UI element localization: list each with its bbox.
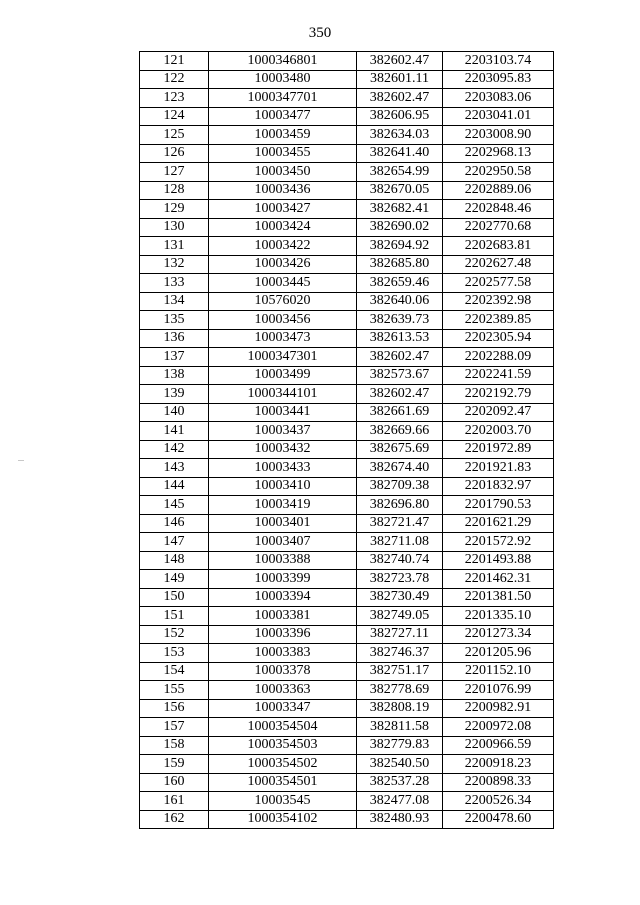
table-row (140, 459, 554, 478)
point-id-cell: 10003422 (209, 237, 357, 256)
y-coordinate-cell: 2202392.98 (443, 292, 554, 311)
y-coordinate-cell: 2201152.10 (443, 662, 554, 681)
point-id-cell: 10003456 (209, 311, 357, 330)
point-number-cell: 135 (140, 311, 209, 330)
point-number-cell: 137 (140, 348, 209, 367)
point-number-cell: 154 (140, 662, 209, 681)
y-coordinate-cell: 2201572.92 (443, 533, 554, 552)
point-id-cell: 10003381 (209, 607, 357, 626)
y-coordinate-cell: 2203095.83 (443, 70, 554, 89)
table-row (140, 477, 554, 496)
point-id-cell: 10003347 (209, 699, 357, 718)
point-number-cell: 141 (140, 422, 209, 441)
point-id-cell: 10576020 (209, 292, 357, 311)
point-id-cell: 10003396 (209, 625, 357, 644)
y-coordinate-cell: 2200982.91 (443, 699, 554, 718)
y-coordinate-cell: 2201273.34 (443, 625, 554, 644)
y-coordinate-cell: 2200972.08 (443, 718, 554, 737)
x-coordinate-cell: 382602.47 (357, 348, 443, 367)
point-number-cell: 145 (140, 496, 209, 515)
table-row (140, 607, 554, 626)
x-coordinate-cell: 382661.69 (357, 403, 443, 422)
y-coordinate-cell: 2202092.47 (443, 403, 554, 422)
coordinates-table-container (139, 51, 554, 829)
table-row (140, 681, 554, 700)
point-id-cell: 10003383 (209, 644, 357, 663)
x-coordinate-cell: 382749.05 (357, 607, 443, 626)
y-coordinate-cell: 2202950.58 (443, 163, 554, 182)
table-row (140, 126, 554, 145)
x-coordinate-cell: 382601.11 (357, 70, 443, 89)
x-coordinate-cell: 382730.49 (357, 588, 443, 607)
table-row (140, 551, 554, 570)
point-id-cell: 10003545 (209, 792, 357, 811)
point-number-cell: 153 (140, 644, 209, 663)
table-row (140, 348, 554, 367)
x-coordinate-cell: 382751.17 (357, 662, 443, 681)
y-coordinate-cell: 2201381.50 (443, 588, 554, 607)
point-number-cell: 157 (140, 718, 209, 737)
y-coordinate-cell: 2203041.01 (443, 107, 554, 126)
table-row (140, 514, 554, 533)
y-coordinate-cell: 2201972.89 (443, 440, 554, 459)
y-coordinate-cell: 2200966.59 (443, 736, 554, 755)
point-number-cell: 143 (140, 459, 209, 478)
point-id-cell: 10003445 (209, 274, 357, 293)
x-coordinate-cell: 382639.73 (357, 311, 443, 330)
point-id-cell: 10003419 (209, 496, 357, 515)
table-row (140, 699, 554, 718)
y-coordinate-cell: 2201493.88 (443, 551, 554, 570)
x-coordinate-cell: 382709.38 (357, 477, 443, 496)
point-id-cell: 10003433 (209, 459, 357, 478)
x-coordinate-cell: 382682.41 (357, 200, 443, 219)
point-id-cell: 10003426 (209, 255, 357, 274)
table-row (140, 163, 554, 182)
point-number-cell: 156 (140, 699, 209, 718)
point-id-cell: 10003378 (209, 662, 357, 681)
y-coordinate-cell: 2201205.96 (443, 644, 554, 663)
point-number-cell: 129 (140, 200, 209, 219)
table-row (140, 255, 554, 274)
x-coordinate-cell: 382711.08 (357, 533, 443, 552)
x-coordinate-cell: 382674.40 (357, 459, 443, 478)
point-number-cell: 121 (140, 52, 209, 71)
y-coordinate-cell: 2201335.10 (443, 607, 554, 626)
x-coordinate-cell: 382602.47 (357, 89, 443, 108)
x-coordinate-cell: 382659.46 (357, 274, 443, 293)
point-number-cell: 146 (140, 514, 209, 533)
x-coordinate-cell: 382634.03 (357, 126, 443, 145)
y-coordinate-cell: 2202305.94 (443, 329, 554, 348)
point-number-cell: 139 (140, 385, 209, 404)
point-number-cell: 142 (140, 440, 209, 459)
y-coordinate-cell: 2202683.81 (443, 237, 554, 256)
table-row (140, 755, 554, 774)
x-coordinate-cell: 382811.58 (357, 718, 443, 737)
y-coordinate-cell: 2203083.06 (443, 89, 554, 108)
x-coordinate-cell: 382685.80 (357, 255, 443, 274)
y-coordinate-cell: 2201921.83 (443, 459, 554, 478)
x-coordinate-cell: 382640.06 (357, 292, 443, 311)
point-id-cell: 10003401 (209, 514, 357, 533)
table-row (140, 662, 554, 681)
margin-mark (18, 460, 24, 461)
point-number-cell: 144 (140, 477, 209, 496)
x-coordinate-cell: 382727.11 (357, 625, 443, 644)
x-coordinate-cell: 382740.74 (357, 551, 443, 570)
y-coordinate-cell: 2202288.09 (443, 348, 554, 367)
point-id-cell: 10003437 (209, 422, 357, 441)
point-id-cell: 1000347701 (209, 89, 357, 108)
point-id-cell: 10003441 (209, 403, 357, 422)
x-coordinate-cell: 382670.05 (357, 181, 443, 200)
table-row (140, 570, 554, 589)
point-id-cell: 1000354503 (209, 736, 357, 755)
point-number-cell: 147 (140, 533, 209, 552)
point-number-cell: 152 (140, 625, 209, 644)
point-id-cell: 1000354102 (209, 810, 357, 829)
point-number-cell: 127 (140, 163, 209, 182)
point-number-cell: 161 (140, 792, 209, 811)
x-coordinate-cell: 382613.53 (357, 329, 443, 348)
table-row (140, 403, 554, 422)
table-row (140, 773, 554, 792)
table-row (140, 385, 554, 404)
coordinates-table (139, 51, 554, 829)
point-id-cell: 10003410 (209, 477, 357, 496)
point-id-cell: 1000354504 (209, 718, 357, 737)
y-coordinate-cell: 2202389.85 (443, 311, 554, 330)
x-coordinate-cell: 382669.66 (357, 422, 443, 441)
x-coordinate-cell: 382694.92 (357, 237, 443, 256)
y-coordinate-cell: 2203008.90 (443, 126, 554, 145)
point-number-cell: 155 (140, 681, 209, 700)
point-id-cell: 10003399 (209, 570, 357, 589)
point-number-cell: 148 (140, 551, 209, 570)
point-id-cell: 10003394 (209, 588, 357, 607)
point-id-cell: 10003432 (209, 440, 357, 459)
point-id-cell: 1000347301 (209, 348, 357, 367)
point-id-cell: 10003427 (209, 200, 357, 219)
point-id-cell: 10003388 (209, 551, 357, 570)
x-coordinate-cell: 382537.28 (357, 773, 443, 792)
point-id-cell: 10003424 (209, 218, 357, 237)
point-id-cell: 10003480 (209, 70, 357, 89)
point-number-cell: 128 (140, 181, 209, 200)
point-id-cell: 10003436 (209, 181, 357, 200)
x-coordinate-cell: 382540.50 (357, 755, 443, 774)
y-coordinate-cell: 2201076.99 (443, 681, 554, 700)
x-coordinate-cell: 382746.37 (357, 644, 443, 663)
y-coordinate-cell: 2200478.60 (443, 810, 554, 829)
y-coordinate-cell: 2202848.46 (443, 200, 554, 219)
point-id-cell: 10003499 (209, 366, 357, 385)
table-row (140, 736, 554, 755)
table-row (140, 440, 554, 459)
table-row (140, 329, 554, 348)
point-id-cell: 10003407 (209, 533, 357, 552)
x-coordinate-cell: 382808.19 (357, 699, 443, 718)
point-number-cell: 138 (140, 366, 209, 385)
point-number-cell: 162 (140, 810, 209, 829)
point-number-cell: 158 (140, 736, 209, 755)
table-row (140, 237, 554, 256)
y-coordinate-cell: 2201832.97 (443, 477, 554, 496)
table-row (140, 89, 554, 108)
table-row (140, 311, 554, 330)
point-number-cell: 130 (140, 218, 209, 237)
x-coordinate-cell: 382573.67 (357, 366, 443, 385)
y-coordinate-cell: 2202770.68 (443, 218, 554, 237)
point-number-cell: 125 (140, 126, 209, 145)
point-number-cell: 160 (140, 773, 209, 792)
page-number: 350 (308, 25, 332, 41)
y-coordinate-cell: 2202968.13 (443, 144, 554, 163)
point-number-cell: 133 (140, 274, 209, 293)
table-row (140, 810, 554, 829)
x-coordinate-cell: 382480.93 (357, 810, 443, 829)
point-number-cell: 131 (140, 237, 209, 256)
x-coordinate-cell: 382602.47 (357, 385, 443, 404)
x-coordinate-cell: 382723.78 (357, 570, 443, 589)
table-row (140, 366, 554, 385)
table-row (140, 625, 554, 644)
table-row (140, 792, 554, 811)
point-id-cell: 1000354501 (209, 773, 357, 792)
point-number-cell: 151 (140, 607, 209, 626)
y-coordinate-cell: 2202577.58 (443, 274, 554, 293)
point-id-cell: 10003473 (209, 329, 357, 348)
point-id-cell: 10003459 (209, 126, 357, 145)
x-coordinate-cell: 382721.47 (357, 514, 443, 533)
x-coordinate-cell: 382602.47 (357, 52, 443, 71)
x-coordinate-cell: 382675.69 (357, 440, 443, 459)
x-coordinate-cell: 382477.08 (357, 792, 443, 811)
y-coordinate-cell: 2203103.74 (443, 52, 554, 71)
table-row (140, 274, 554, 293)
table-row (140, 644, 554, 663)
x-coordinate-cell: 382778.69 (357, 681, 443, 700)
y-coordinate-cell: 2200898.33 (443, 773, 554, 792)
table-body (140, 52, 554, 829)
table-row (140, 496, 554, 515)
point-number-cell: 134 (140, 292, 209, 311)
y-coordinate-cell: 2201621.29 (443, 514, 554, 533)
y-coordinate-cell: 2200918.23 (443, 755, 554, 774)
point-number-cell: 159 (140, 755, 209, 774)
x-coordinate-cell: 382696.80 (357, 496, 443, 515)
y-coordinate-cell: 2200526.34 (443, 792, 554, 811)
y-coordinate-cell: 2202889.06 (443, 181, 554, 200)
point-number-cell: 149 (140, 570, 209, 589)
point-id-cell: 10003363 (209, 681, 357, 700)
table-row (140, 588, 554, 607)
table-row (140, 533, 554, 552)
point-number-cell: 136 (140, 329, 209, 348)
point-id-cell: 1000346801 (209, 52, 357, 71)
x-coordinate-cell: 382690.02 (357, 218, 443, 237)
point-number-cell: 126 (140, 144, 209, 163)
x-coordinate-cell: 382606.95 (357, 107, 443, 126)
x-coordinate-cell: 382654.99 (357, 163, 443, 182)
table-row (140, 52, 554, 71)
table-row (140, 200, 554, 219)
point-number-cell: 123 (140, 89, 209, 108)
table-row (140, 181, 554, 200)
y-coordinate-cell: 2202627.48 (443, 255, 554, 274)
point-id-cell: 10003450 (209, 163, 357, 182)
table-row (140, 218, 554, 237)
table-row (140, 144, 554, 163)
point-id-cell: 1000354502 (209, 755, 357, 774)
table-row (140, 70, 554, 89)
y-coordinate-cell: 2201462.31 (443, 570, 554, 589)
point-number-cell: 150 (140, 588, 209, 607)
point-number-cell: 140 (140, 403, 209, 422)
table-row (140, 718, 554, 737)
point-number-cell: 132 (140, 255, 209, 274)
x-coordinate-cell: 382779.83 (357, 736, 443, 755)
y-coordinate-cell: 2201790.53 (443, 496, 554, 515)
y-coordinate-cell: 2202241.59 (443, 366, 554, 385)
point-number-cell: 124 (140, 107, 209, 126)
y-coordinate-cell: 2202003.70 (443, 422, 554, 441)
y-coordinate-cell: 2202192.79 (443, 385, 554, 404)
table-row (140, 292, 554, 311)
table-row (140, 422, 554, 441)
table-row (140, 107, 554, 126)
point-id-cell: 10003477 (209, 107, 357, 126)
point-id-cell: 10003455 (209, 144, 357, 163)
point-id-cell: 1000344101 (209, 385, 357, 404)
point-number-cell: 122 (140, 70, 209, 89)
x-coordinate-cell: 382641.40 (357, 144, 443, 163)
